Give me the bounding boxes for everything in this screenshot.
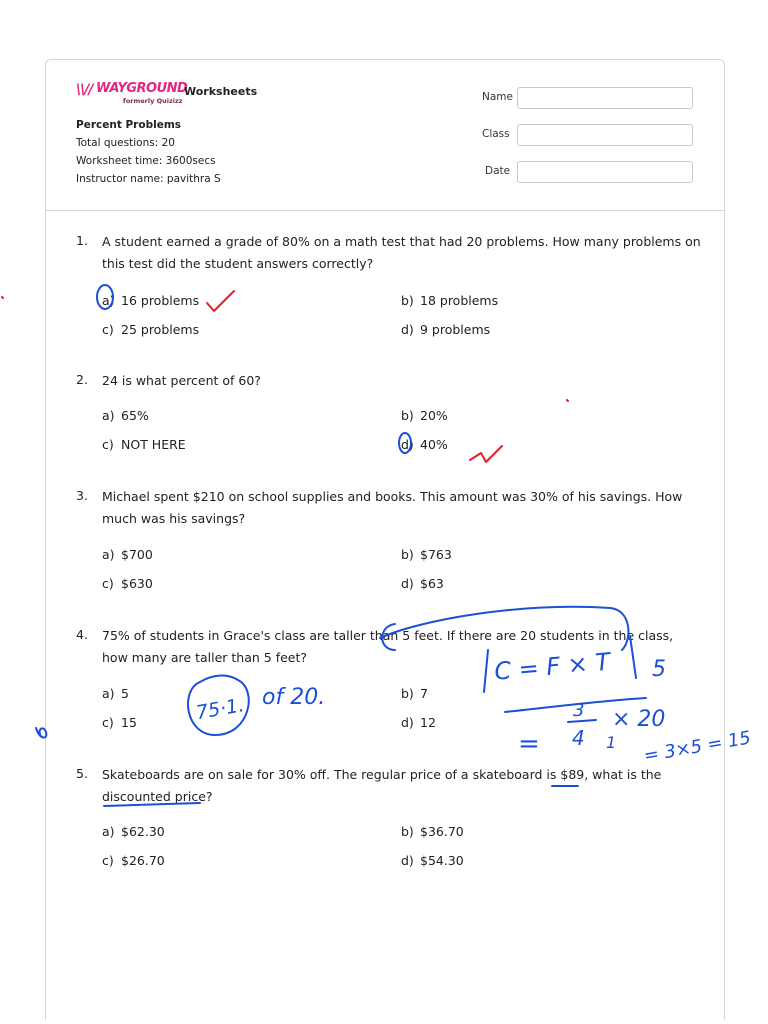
worksheet-time: Worksheet time: 3600secs	[76, 155, 216, 167]
option-letter: c)	[102, 576, 114, 591]
option-text: 40%	[420, 437, 448, 452]
option-text: $63	[420, 576, 444, 591]
option-letter: a)	[102, 824, 115, 839]
option-letter: a)	[102, 408, 115, 423]
option-letter: b)	[401, 408, 414, 423]
option-text: $62.30	[121, 824, 165, 839]
option-text: 65%	[121, 408, 149, 423]
option-letter: c)	[102, 322, 114, 337]
option-letter: d)	[401, 437, 414, 452]
option-d[interactable]	[401, 715, 436, 730]
option-letter: c)	[102, 853, 114, 868]
option-c[interactable]	[102, 715, 137, 730]
option-letter: b)	[401, 547, 414, 562]
question-text: A student earned a grade of 80% on a math test that had 20 problems. How many problems on this test did the student answers correctly?	[102, 234, 701, 271]
option-b[interactable]	[401, 408, 448, 423]
name-label: Name	[482, 91, 513, 103]
option-text: $26.70	[121, 853, 165, 868]
worksheet-title: Percent Problems	[76, 119, 182, 131]
question-text: Michael spent $210 on school supplies and books. This amount was 30% of his savings. How much was his savings?	[102, 489, 683, 526]
option-b[interactable]	[401, 293, 498, 308]
question-number: 1.	[76, 233, 88, 248]
option-d[interactable]	[401, 437, 448, 452]
times-twenty-text: × 20	[612, 707, 666, 732]
option-letter: d)	[401, 715, 414, 730]
option-text: NOT HERE	[121, 437, 186, 452]
option-text: 18 problems	[420, 293, 499, 308]
fraction-top-text: 3	[573, 700, 585, 721]
option-text: $763	[420, 547, 452, 562]
question-text: 75% of students in Grace's class are taller than 5 feet. If there are 20 students in the class, how many are taller than 5 feet?	[102, 628, 674, 665]
product-name: Worksheets	[184, 85, 258, 98]
equals-a-text: =	[518, 729, 540, 759]
option-letter: b)	[401, 686, 414, 701]
instructor-name: Instructor name: pavithra S	[76, 173, 221, 185]
option-text: $54.30	[420, 853, 464, 868]
formula-text: C = F × T	[493, 647, 612, 686]
option-text: 7	[420, 686, 428, 701]
option-b[interactable]	[401, 824, 464, 839]
option-text: 5	[121, 686, 129, 701]
option-c[interactable]	[102, 576, 153, 591]
worksheet-header	[46, 60, 724, 211]
option-text: 25 problems	[121, 322, 200, 337]
option-text: $36.70	[420, 824, 464, 839]
option-letter: c)	[102, 437, 114, 452]
option-d[interactable]	[401, 853, 464, 868]
option-text: $630	[121, 576, 153, 591]
circle-75-text: 75·1.	[194, 694, 246, 725]
question-number: 4.	[76, 627, 88, 642]
fraction-bottom-text: 4	[572, 726, 585, 750]
option-text: 20%	[420, 408, 448, 423]
worksheet-sheet	[45, 59, 725, 1020]
question-number: 5.	[76, 766, 88, 781]
five-text: 5	[652, 657, 666, 682]
option-a[interactable]	[102, 408, 149, 423]
question-number: 2.	[76, 372, 88, 387]
option-a[interactable]	[102, 824, 165, 839]
one-text: 1	[606, 733, 617, 752]
option-text: 15	[121, 715, 137, 730]
question-text: Skateboards are on sale for 30% off. The regular price of a skateboard is $89, what is the discounted price?	[102, 767, 662, 804]
option-text: 12	[420, 715, 436, 730]
option-letter: a)	[102, 293, 115, 308]
date-label: Date	[485, 165, 511, 177]
option-letter: c)	[102, 715, 114, 730]
option-letter: d)	[401, 853, 414, 868]
option-text: $700	[121, 547, 153, 562]
option-c[interactable]	[102, 437, 186, 452]
date-field[interactable]	[517, 161, 693, 183]
red-dot	[2, 297, 3, 298]
option-text: 9 problems	[420, 322, 491, 337]
option-text: 16 problems	[121, 293, 200, 308]
class-label: Class	[482, 128, 510, 140]
of-20-text: of 20.	[262, 685, 326, 710]
logo-mark: \\//	[76, 82, 93, 98]
class-field[interactable]	[517, 124, 693, 146]
option-a[interactable]	[102, 293, 199, 308]
question-text: 24 is what percent of 60?	[102, 373, 261, 388]
option-letter: b)	[401, 824, 414, 839]
logo-subtitle: formerly Quizizz	[123, 97, 183, 105]
option-a[interactable]	[102, 686, 129, 701]
option-c[interactable]	[102, 853, 165, 868]
option-letter: d)	[401, 322, 414, 337]
option-letter: a)	[102, 547, 115, 562]
option-d[interactable]	[401, 322, 490, 337]
option-c[interactable]	[102, 322, 199, 337]
name-field[interactable]	[517, 87, 693, 109]
question-number: 3.	[76, 488, 88, 503]
option-letter: a)	[102, 686, 115, 701]
option-a[interactable]	[102, 547, 153, 562]
option-b[interactable]	[401, 686, 428, 701]
option-b[interactable]	[401, 547, 452, 562]
logo-wordmark: WAYGROUND	[96, 81, 188, 96]
option-d[interactable]	[401, 576, 444, 591]
option-letter: b)	[401, 293, 414, 308]
option-letter: d)	[401, 576, 414, 591]
total-questions: Total questions: 20	[76, 137, 175, 149]
equals-b-text: = 3×5 = 15	[642, 727, 753, 767]
